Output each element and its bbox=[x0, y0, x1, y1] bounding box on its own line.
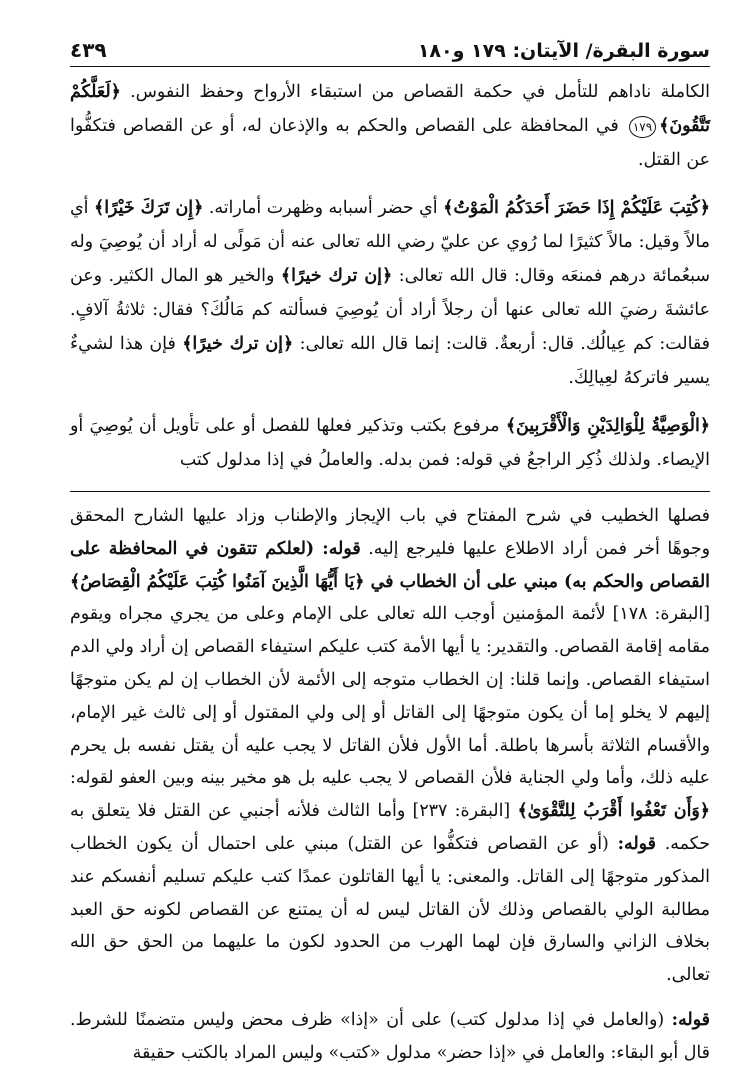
verse-number-badge: ١٧٩ bbox=[629, 116, 656, 138]
page-number: ٤٣٩ bbox=[70, 38, 107, 62]
quran-verse: ﴿إن ترك خيرًا﴾ bbox=[182, 334, 294, 354]
paragraph-text: والخير هو المال الكثير. وعن عائشةَ رضيَ الله تعالى عنها أن رجلاً أراد أن يُوصِيَ فسألته كم مَالُكَ؟ فقال: ثلاثةُ آلافٍ. فقالت: كم عِيالُك. قال: أربعةٌ. قالت: إنما قال الله تعالى: bbox=[70, 266, 710, 354]
quran-verse: ﴿يَا أَيُّهَا الَّذِينَ آمَنُوا كُتِبَ عَلَيْكُمُ الْقِصَاصُ﴾ bbox=[70, 571, 365, 592]
paragraph-text: في المحافظة على القصاص والحكم به والإذعان له، أو عن القصاص فتكفُّوا عن القتل. bbox=[70, 116, 710, 170]
paragraph-text: الكاملة ناداهم للتأمل في حكمة القصاص من استبقاء الأرواح وحفظ النفوس. bbox=[120, 82, 710, 102]
paragraph-text: (أو عن القصاص فتكفُّوا عن القتل) مبني على احتمال أن يكون الخطاب المذكور متوجهًا إلى القاتل. والمعنى: يا أيها القاتلون عمدًا كتب عليكم تسليم أنفسكم عند مطالبة الولي بالقصاص وذلك لأن القاتل ليس له أن يمتنع عن القصاص لكونه حق العبد بخلاف الزاني والسارق فإن لهما الهرب من الحدود لكون ما عليهما من الحق حق الله تعالى. bbox=[70, 833, 710, 986]
main-paragraph-1 bbox=[70, 75, 710, 177]
paragraph-text: فإن هذا لشيءٌ يسير فاتركهُ لعِيالِكَ. bbox=[70, 334, 710, 388]
keyword-qawluhu: قوله: bbox=[322, 538, 361, 559]
keyword-qawluhu: قوله: bbox=[617, 833, 656, 854]
paragraph-text: [البقرة: ٢٣٧] وأما الثالث فلأنه أجنبي عن القتل فلا يتعلق به حكمه. bbox=[70, 801, 711, 854]
paragraph-text: أي حضر أسبابه وظهرت أماراته. bbox=[203, 198, 444, 218]
quran-verse: ﴿الْوَصِيَّةُ لِلْوَالِدَيْنِ وَالْأَقْرَبِينَ﴾ bbox=[505, 416, 710, 436]
quran-verse: ﴿وَأَن تَعْفُوا أَقْرَبُ لِلتَّقْوَىٰ﴾ bbox=[517, 801, 710, 822]
running-title: سورة البقرة/ الآيتان: ١٧٩ و١٨٠ bbox=[417, 40, 710, 62]
quran-verse: ﴿إن ترك خيرًا﴾ bbox=[280, 266, 393, 286]
keyword-qawluhu: قوله: bbox=[671, 1009, 710, 1030]
paragraph-text: مرفوع بكتب وتذكير فعلها للفصل أو على تأويل أن يُوصِيَ أو الإيصاء. ولذلك ذُكِر الراجعُ في قوله: فمن بدله. والعاملُ في إذا مدلول كتب bbox=[70, 416, 710, 470]
main-paragraph-2 bbox=[70, 191, 710, 395]
commentary-text bbox=[70, 500, 710, 1070]
footnote-separator bbox=[70, 491, 710, 492]
book-page bbox=[70, 22, 710, 1062]
main-paragraph-3 bbox=[70, 409, 710, 477]
page-header bbox=[70, 22, 710, 67]
main-text bbox=[70, 75, 710, 477]
quran-verse: ﴿كُتِبَ عَلَيْكُمْ إِذَا حَضَرَ أَحَدَكُمُ الْمَوْتُ﴾ bbox=[443, 198, 710, 218]
paragraph-text: (لعلكم تتقون في المحافظة على القصاص والحكم به) مبني على أن الخطاب في bbox=[70, 538, 711, 592]
paragraph-text: فصلها الخطيب في شرح المفتاح في باب الإيجاز والإطناب وزاد عليها الشارح المحقق وجوهًا أخر فمن أراد الاطلاع عليها فليرجع إليه. bbox=[70, 506, 710, 559]
commentary-paragraph-2 bbox=[70, 1004, 710, 1070]
paragraph-text: أي مالاً وقيل: مالاً كثيرًا لما رُوي عن عليّ رضي الله تعالى عنه أن مَولًى له أراد أن يُوصِيَ وله سبعُمائة درهم فمنعَه وقال: قال الله تعالى: bbox=[70, 198, 710, 286]
commentary-paragraph-1 bbox=[70, 500, 710, 992]
paragraph-text: [البقرة: ١٧٨] لأئمة المؤمنين أوجب الله تعالى على الإمام وعلى من يجري مجراه ويقوم مقامه إقامة القصاص. والتقدير: يا أيها الأمة كتب عليكم استيفاء القصاص إن أراد ولي الدم استيفاء القصاص. وإنما قلنا: إن الخطاب متوجه إلى الأئمة لأن الخطاب إن لم يكن متوجهًا إليهم لا يخلو إما أن يكون متوجهًا إلى القاتل أو إلى ولي المقتول أو إلى ثالث غير الإمام، والأقسام الثلاثة بأسرها باطلة. أما الأول فلأن القاتل لا يجب عليه أن يقتل نفسه بل يحرم عليه ذلك، وأما ولي الجناية فلأن القصاص لا يجب عليه بل هو مخير بينه وبين العفو لقوله: bbox=[70, 604, 710, 789]
quran-verse: ﴿إِن تَرَكَ خَيْرًا﴾ bbox=[94, 198, 204, 218]
paragraph-text: (والعامل في إذا مدلول كتب) على أن «إذا» ظرف محض وليس متضمنًا للشرط. قال أبو البقاء: والعامل في «إذا حضر» مدلول «كتب» وليس المراد بالكتب حقيقة bbox=[70, 1009, 710, 1063]
quran-verse: ﴿لَعَلَّكُمْ تَتَّقُونَ﴾ bbox=[70, 82, 710, 136]
